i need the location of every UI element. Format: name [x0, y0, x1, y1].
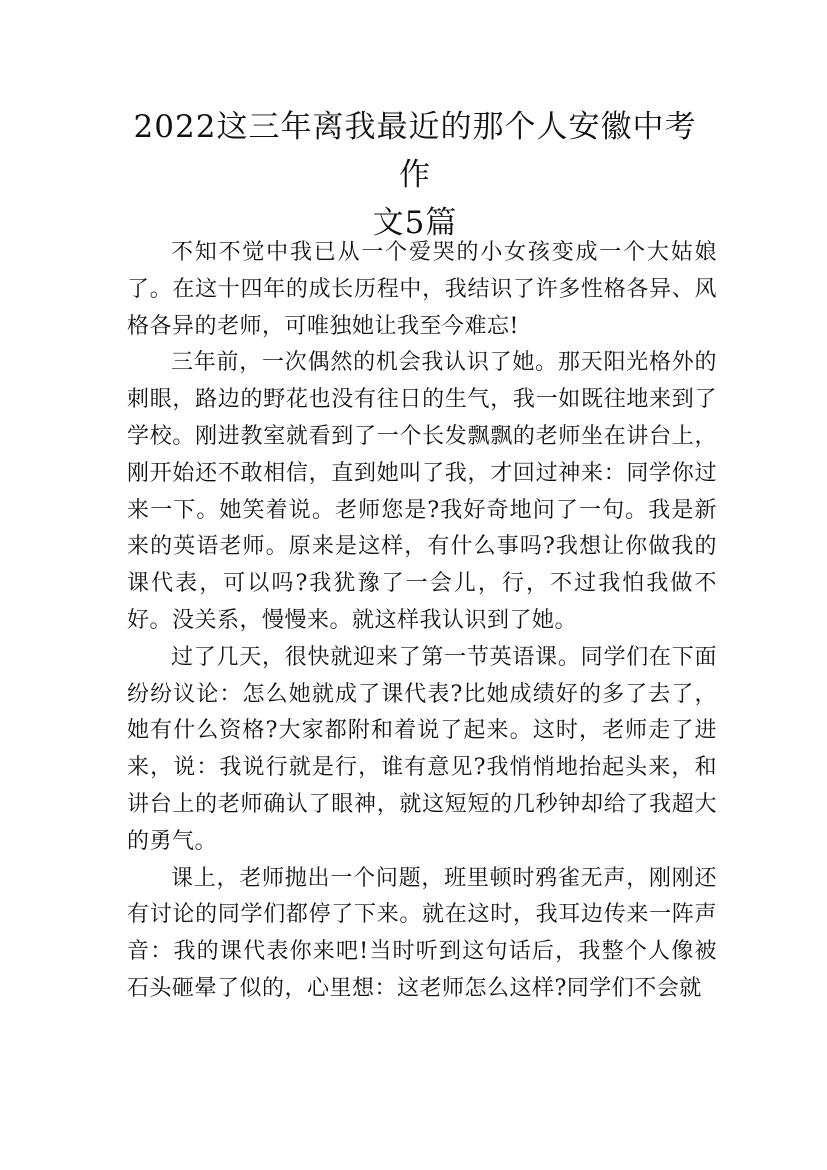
title-line-1: 2022这三年离我最近的那个人安徽中考作: [133, 109, 697, 193]
document-title: [120, 103, 710, 247]
paragraph-3: 过了几天，很快就迎来了第一节英语课。同学们在下面纷纷议论：怎么她就成了课代表?比她成绩好的多了去了，她有什么资格?大家都附和着说了起来。这时，老师走了进来，说：我说行就是行，谁有意见?我悄悄地抬起头来，和讲台上的老师确认了眼神，就这短短的几秒钟却给了我超大的勇气。: [127, 644, 717, 854]
paragraph-1: 不知不觉中我已从一个爱哭的小女孩变成一个大姑娘了。在这十四年的成长历程中，我结识了许多性格各异、风格各异的老师，可唯独她让我至今难忘!: [127, 240, 717, 339]
document-body: [127, 235, 717, 1008]
title-line-2: 文5篇: [372, 205, 458, 241]
paragraph-2: 三年前，一次偶然的机会我认识了她。那天阳光格外的刺眼，路边的野花也没有往日的生气，我一如既往地来到了学校。刚进教室就看到了一个长发飘飘的老师坐在讲台上，刚开始还不敢相信，直到她叫了我，才回过神来：同学你过来一下。她笑着说。老师您是?我好奇地问了一句。我是新来的英语老师。原来是这样，有什么事吗?我想让你做我的课代表，可以吗?我犹豫了一会儿，行，不过我怕我做不好。没关系，慢慢来。就这样我认识到了她。: [127, 350, 717, 633]
paragraph-4: 课上，老师抛出一个问题，班里顿时鸦雀无声，刚刚还有讨论的同学们都停了下来。就在这时，我耳边传来一阵声音：我的课代表你来吧!当时听到这句话后，我整个人像被石头砸晕了似的，心里想：这老师怎么这样?同学们不会就: [127, 865, 717, 1001]
